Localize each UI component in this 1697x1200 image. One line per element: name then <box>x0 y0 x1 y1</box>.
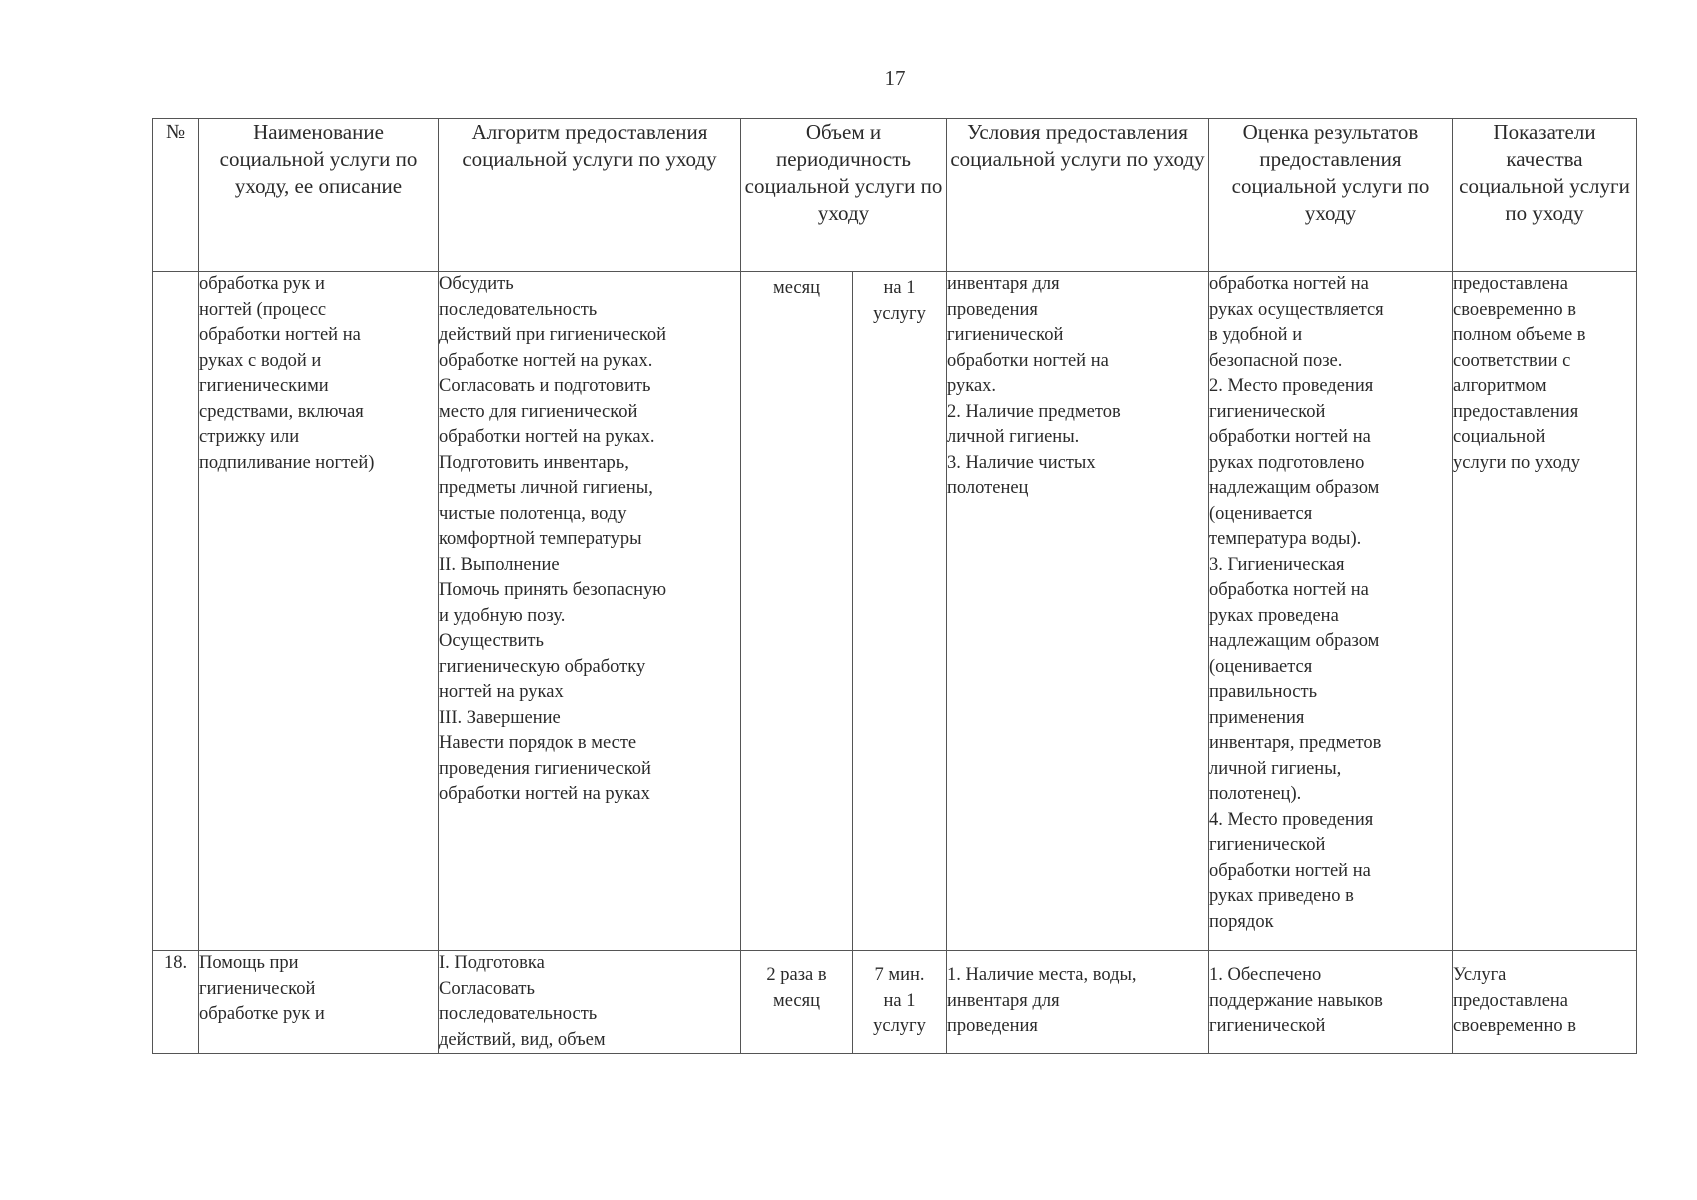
volume-cell <box>741 951 947 1054</box>
service-name-cell: Помощь при гигиенической обработке рук и <box>199 951 439 1054</box>
header-algorithm: Алгоритм предоставления социальной услуги по уходу <box>439 119 741 272</box>
evaluation-cell: 1. Обеспечено поддержание навыков гигиенической <box>1209 951 1453 1054</box>
quality-cell: предоставлена своевременно в полном объеме в соответствии с алгоритмом предоставления социальной услуги по уходу <box>1453 272 1637 951</box>
table-row <box>153 951 1637 1054</box>
periodicity-value: 7 мин. на 1 услугу <box>873 965 926 1036</box>
row-number: 18. <box>153 951 199 1054</box>
table-row <box>153 272 1637 951</box>
service-name-cell: обработка рук и ногтей (процесс обработки ногтей на руках с водой и гигиеническими средствами, включая стрижку или подпиливание ногтей) <box>199 272 439 951</box>
header-volume-periodicity: Объем и периодичность социальной услуги по уходу <box>741 119 947 272</box>
conditions-cell: 1. Наличие места, воды, инвентаря для проведения <box>947 951 1209 1054</box>
social-services-table <box>152 118 1637 1054</box>
evaluation-cell: обработка ногтей на руках осуществляется в удобной и безопасной позе. 2. Место проведения гигиенической обработки ногтей на руках подготовлено надлежащим образом (оценивается температура воды). 3. Гигиеническая обработка ногтей на руках проведена надлежащим образом (оценивается правильность применения инвентаря, предметов личной гигиены, полотенец). 4. Место проведения гигиенической обработки ногтей на руках приведено в порядок <box>1209 272 1453 951</box>
row-number <box>153 272 199 951</box>
conditions-cell: инвентаря для проведения гигиенической обработки ногтей на руках. 2. Наличие предметов личной гигиены. 3. Наличие чистых полотенец <box>947 272 1209 951</box>
volume-value: месяц <box>741 272 853 950</box>
header-number: № <box>153 119 199 272</box>
volume-cell <box>741 272 947 951</box>
header-conditions: Условия предоставления социальной услуги по уходу <box>947 119 1209 272</box>
header-service-name: Наименование социальной услуги по уходу, ее описание <box>199 119 439 272</box>
algorithm-cell: I. Подготовка Согласовать последовательность действий, вид, объем <box>439 951 741 1054</box>
table-header-row <box>153 119 1637 272</box>
page-number: 17 <box>884 66 906 90</box>
volume-value: 2 раза в месяц <box>741 951 853 1053</box>
header-evaluation: Оценка результатов предоставления социальной услуги по уходу <box>1209 119 1453 272</box>
periodicity-value: на 1 услугу <box>873 278 926 324</box>
header-quality: Показатели качества социальной услуги по уходу <box>1453 119 1637 272</box>
quality-cell: Услуга предоставлена своевременно в <box>1453 951 1637 1054</box>
algorithm-cell: Обсудить последовательность действий при гигиенической обработке ногтей на руках. Согласовать и подготовить место для гигиенической обработки ногтей на руках. Подготовить инвентарь, предметы личной гигиены, чистые полотенца, воду комфортной температуры II. Выполнение Помочь принять безопасную и удобную позу. Осуществить гигиеническую обработку ногтей на руках III. Завершение Навести порядок в месте проведения гигиенической обработки ногтей на руках <box>439 272 741 951</box>
